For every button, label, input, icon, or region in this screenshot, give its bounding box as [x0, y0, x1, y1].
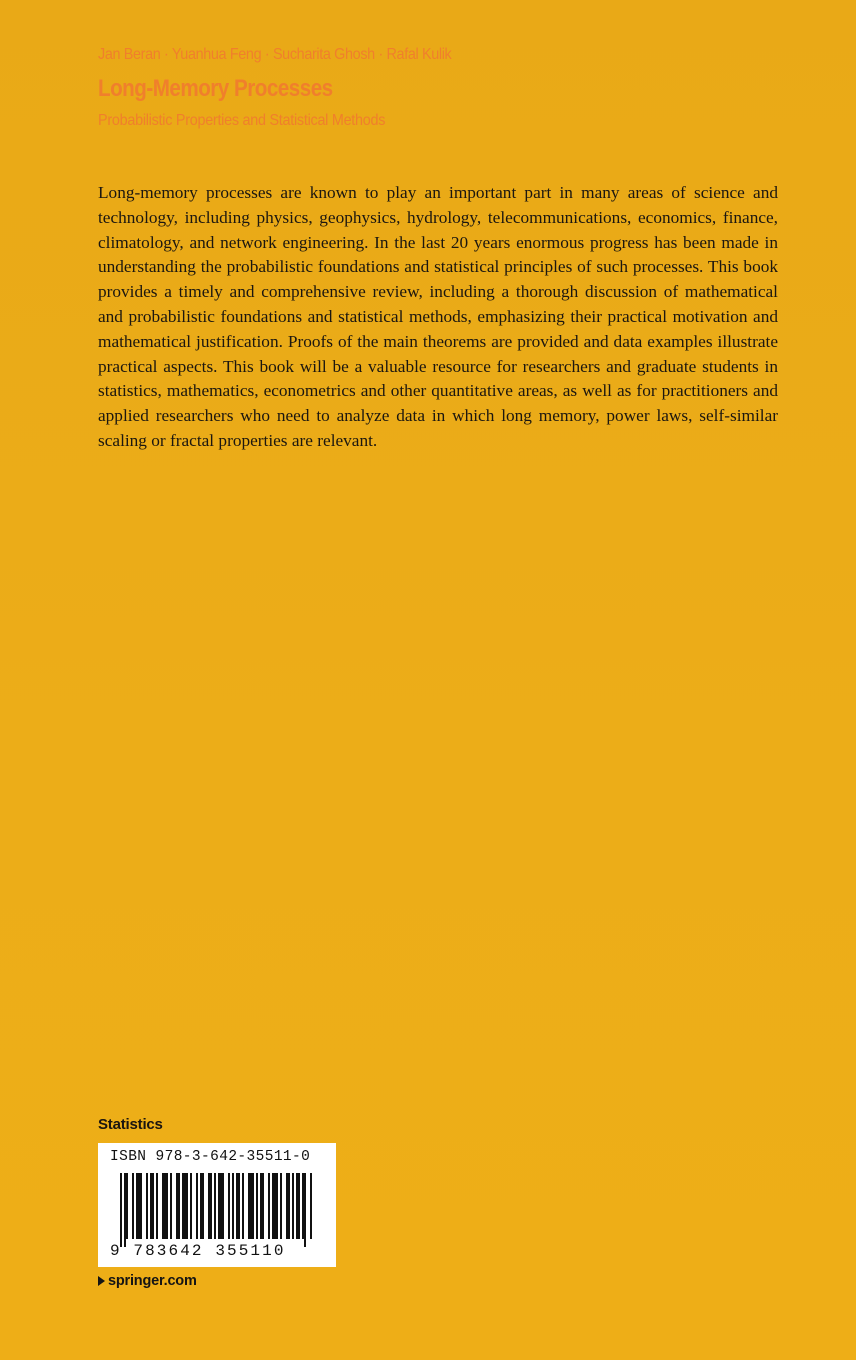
- barcode-bar: [126, 1173, 128, 1239]
- barcode-bar: [214, 1173, 216, 1239]
- barcode-bar: [248, 1173, 250, 1239]
- barcode-bar: [150, 1173, 152, 1239]
- barcode-bar: [274, 1173, 276, 1239]
- publisher-link[interactable]: [98, 1273, 197, 1289]
- barcode-bar: [120, 1173, 122, 1247]
- isbn-barcode: [98, 1143, 336, 1267]
- barcode-bar: [310, 1173, 312, 1239]
- barcode-bar: [146, 1173, 148, 1239]
- barcode-bar: [262, 1173, 264, 1239]
- barcode-bar: [176, 1173, 178, 1239]
- barcode-bar: [178, 1173, 180, 1239]
- barcode-bar: [232, 1173, 234, 1239]
- barcode-bar: [132, 1173, 134, 1239]
- barcode-bar: [152, 1173, 154, 1239]
- barcode-bar: [210, 1173, 212, 1239]
- arrow-right-icon: [98, 1276, 105, 1286]
- barcode-bar: [170, 1173, 172, 1239]
- barcode-bar: [238, 1173, 240, 1239]
- publisher-link-text[interactable]: springer.com: [108, 1273, 197, 1289]
- barcode-bar: [218, 1173, 220, 1239]
- book-title: Long-Memory Processes: [98, 75, 333, 102]
- author-list: Jan Beran · Yuanhua Feng · Sucharita Ghosh · Rafal Kulik: [98, 46, 452, 63]
- barcode-bar: [276, 1173, 278, 1239]
- book-subtitle: Probabilistic Properties and Statistical Methods: [98, 112, 386, 129]
- barcode-bar: [304, 1173, 306, 1247]
- barcode-bar: [236, 1173, 238, 1239]
- barcode-bar: [302, 1173, 304, 1239]
- barcode-bar: [184, 1173, 186, 1239]
- barcode-bar: [256, 1173, 258, 1239]
- barcode-bar: [296, 1173, 298, 1239]
- barcode-bar: [228, 1173, 230, 1239]
- isbn-label: ISBN 978-3-642-35511-0: [110, 1149, 311, 1165]
- barcode-bar: [196, 1173, 198, 1239]
- barcode-bar: [220, 1173, 222, 1239]
- barcode-bar: [288, 1173, 290, 1239]
- barcode-bar: [200, 1173, 202, 1239]
- barcode-bar: [292, 1173, 294, 1239]
- barcode-bar: [268, 1173, 270, 1239]
- barcode-bar: [280, 1173, 282, 1239]
- barcode-bar: [222, 1173, 224, 1239]
- barcode-bar: [208, 1173, 210, 1239]
- barcode-bar: [182, 1173, 184, 1239]
- barcode-bar: [124, 1173, 126, 1247]
- barcode-bar: [190, 1173, 192, 1239]
- barcode-bar: [138, 1173, 140, 1239]
- barcode-bar: [286, 1173, 288, 1239]
- barcode-bar: [136, 1173, 138, 1239]
- book-description: Long-memory processes are known to play an important part in many areas of science and technology, including physics, geophysics, hydrology, telecommunications, economics, finance, climatology, and network engineering. In the last 20 years enormous progress has been made in understanding the probabilistic foundations and statistical principles of such processes. This book provides a timely and comprehensive review, including a thorough discussion of mathematical and probabilistic foundations and statistical methods, emphasizing their practical motivation and mathematical justification. Proofs of the main theorems are provided and data examples illustrate practical aspects. This book will be a valuable resource for researchers and graduate students in statistics, mathematics, econometrics and other quantitative areas, as well as for practitioners and applied researchers who need to analyze data in which long memory, power laws, self-similar scaling or fractal properties are relevant.: [98, 183, 778, 450]
- barcode-bar: [298, 1173, 300, 1239]
- barcode-bar: [166, 1173, 168, 1239]
- barcode-bar: [260, 1173, 262, 1239]
- barcode-digits: 9 783642 355110: [110, 1242, 286, 1260]
- barcode-bar: [162, 1173, 164, 1239]
- barcode-bar: [140, 1173, 142, 1239]
- barcode-bar: [242, 1173, 244, 1239]
- barcode-bar: [202, 1173, 204, 1239]
- barcode-bar: [164, 1173, 166, 1239]
- barcode-bar: [272, 1173, 274, 1239]
- barcode-bar: [186, 1173, 188, 1239]
- barcode-bar: [156, 1173, 158, 1239]
- barcode-bar: [250, 1173, 252, 1239]
- barcode-bar: [252, 1173, 254, 1239]
- subject-category: Statistics: [98, 1116, 163, 1133]
